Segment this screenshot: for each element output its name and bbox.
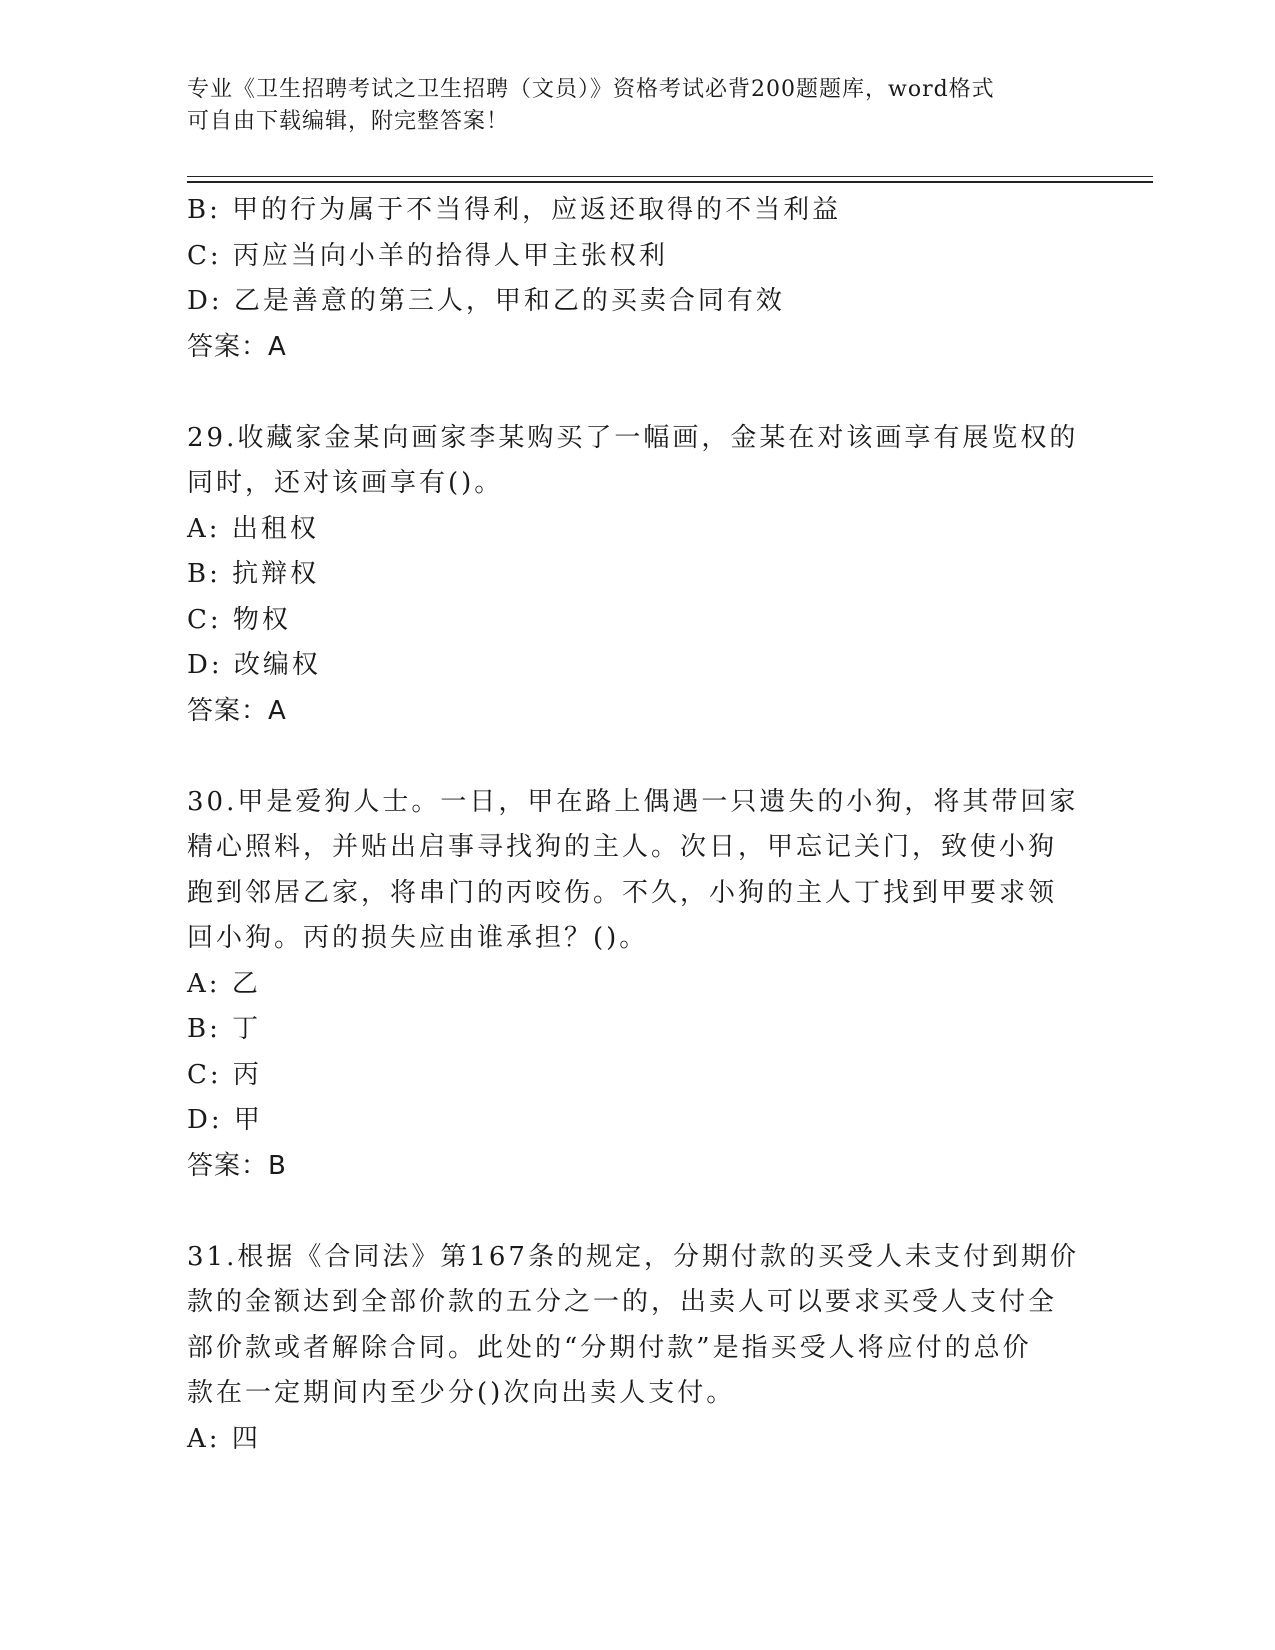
option-text: 四 [231,1423,261,1454]
question-stem-line: 回小狗。丙的损失应由谁承担？()。 [187,923,649,953]
document-header [187,74,1087,138]
option-text: 改编权 [233,650,321,680]
question-continued [187,188,1087,370]
spacer [187,370,1087,416]
spacer [187,734,1087,780]
option-key: B: [187,559,221,589]
question-stem-line: 29.收藏家金某向画家李某购买了一幅画，金某在对该画享有展览权的 [187,422,1079,453]
question-list [187,188,1087,1462]
option-text: 出租权 [231,513,319,544]
header-divider-thick [187,181,1153,183]
option-key: A: [187,513,221,544]
option-text: 丙 [232,1059,262,1090]
question-stem-line: 款在一定期间内至少分()次向出卖人支付。 [187,1378,736,1408]
option-text: 丙应当向小羊的拾得人甲主张权利 [232,240,668,271]
option-text: 抗辩权 [232,559,320,589]
header-line-2: 可自由下载编辑，附完整答案！ [187,109,510,134]
answer-line: 答案：B [187,1150,287,1181]
option-text: 物权 [232,604,291,635]
option-c [187,234,1087,280]
header-line-1: 专业《卫生招聘考试之卫生招聘（文员）》资格考试必背200题题库，word格式 [187,77,995,102]
option-a [187,962,1087,1008]
option-key: D: [187,650,223,680]
question-stem-line: 部价款或者解除合同。此处的“分期付款”是指买受人将应付的总价 [187,1332,1032,1363]
option-key: A: [187,1423,221,1454]
option-c [187,1053,1087,1099]
option-d [187,1098,1087,1144]
option-text: 丁 [232,1014,262,1044]
option-d [187,279,1087,325]
question-stem-line: 跑到邻居乙家，将串门的丙咬伤。不久，小狗的主人丁找到甲要求领 [187,877,1058,908]
option-b [187,1007,1087,1053]
question-31 [187,1235,1087,1463]
option-d [187,643,1087,689]
question-30 [187,780,1087,1190]
option-key: A: [187,968,221,999]
question-stem-line: 款的金额达到全部价款的五分之一的，出卖人可以要求买受人支付全 [187,1287,1058,1317]
option-text: 乙 [231,968,261,999]
header-divider-thin [187,176,1153,177]
option-key: D: [187,286,223,316]
option-b [187,188,1087,234]
option-a [187,507,1087,553]
option-text: 甲的行为属于不当得利，应返还取得的不当利益 [232,195,842,225]
option-c [187,598,1087,644]
spacer [187,1189,1087,1235]
option-key: B: [187,1014,221,1044]
question-stem-line: 同时，还对该画享有()。 [187,468,504,498]
option-key: C: [187,240,222,271]
option-key: C: [187,1059,222,1090]
option-key: C: [187,604,222,635]
option-key: B: [187,195,221,225]
answer-line: 答案：A [187,695,287,726]
question-29 [187,416,1087,735]
option-key: D: [187,1105,223,1135]
option-b [187,552,1087,598]
option-a [187,1417,1087,1463]
option-text: 甲 [233,1105,263,1135]
question-stem-line: 30.甲是爱狗人士。一日，甲在路上偶遇一只遗失的小狗，将其带回家 [187,786,1079,817]
question-stem-line: 31.根据《合同法》第167条的规定，分期付款的买受人未支付到期价 [187,1241,1079,1272]
question-stem-line: 精心照料，并贴出启事寻找狗的主人。次日，甲忘记关门，致使小狗 [187,832,1058,862]
answer-line: 答案：A [187,331,287,362]
option-text: 乙是善意的第三人，甲和乙的买卖合同有效 [233,286,785,316]
